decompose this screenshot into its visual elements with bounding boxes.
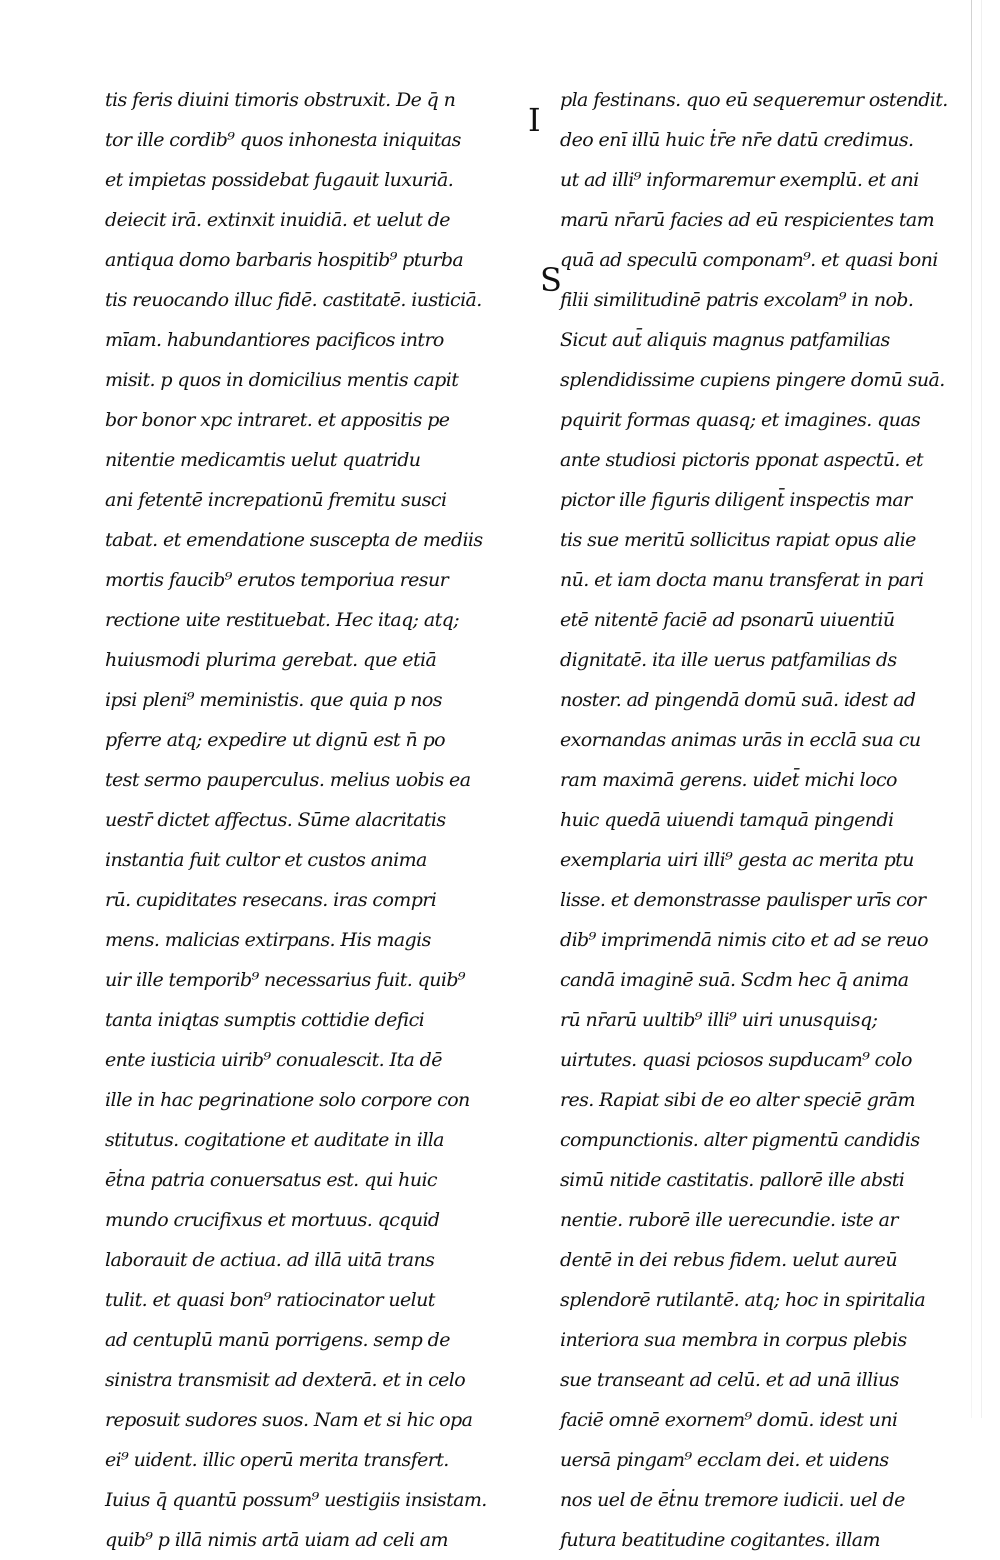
text-line: ei⁹ uident. illic operū merita transfert. xyxy=(105,1449,449,1471)
text-line: pquirit formas quasq; et imagines. quas xyxy=(560,409,921,431)
text-line: test sermo pauperculus. melius uobis ea xyxy=(105,769,471,791)
text-line: huic quedā uiuendi tamquā pingendi xyxy=(560,809,894,831)
text-line: compunctionis. alter pigmentū candidis xyxy=(560,1129,920,1151)
text-line: misit. p quos in domicilius mentis capit xyxy=(105,369,459,391)
text-line: stitutus. cogitatione et auditate in illa xyxy=(105,1129,444,1151)
text-line: simū nitide castitatis. pallorē ille absti xyxy=(560,1169,905,1191)
text-line: sinistra transmisit ad dexterā. et in celo xyxy=(105,1369,466,1391)
text-line: uir ille temporib⁹ necessarius fuit. quib⁹ xyxy=(105,969,465,991)
left-text-column xyxy=(105,80,525,1560)
text-line: et impietas possidebat fugauit luxuriā. xyxy=(105,169,454,191)
text-line: nū. et iam docta manu transferat in pari xyxy=(560,569,924,591)
text-line: ram maximā gerens. uidet̄ michi loco xyxy=(560,769,897,791)
text-line: tis reuocando illuc fidē. castitatē. iusticiā. xyxy=(105,289,482,311)
text-line: deo enī illū huic ṫr̄e nr̄e datū credimus. xyxy=(560,129,914,151)
text-line: ut ad illi⁹ informaremur exemplū. et ani xyxy=(560,169,919,191)
text-line: mundo crucifixus et mortuus. qcquid xyxy=(105,1209,440,1231)
text-line: tis feris diuini timoris obstruxit. De q̄ n xyxy=(105,89,456,111)
text-line: ēṫna patria conuersatus est. qui huic xyxy=(105,1169,437,1191)
text-line: uersā pingam⁹ ecclam dei. et uidens xyxy=(560,1449,889,1471)
text-line: res. Rapiat sibi de eo alter speciē grām xyxy=(560,1089,915,1111)
text-line: deiecit irā. extinxit inuidiā. et uelut de xyxy=(105,209,450,231)
text-line: candā imaginē suā. Scdm hec q̄ anima xyxy=(560,969,909,991)
text-line: dentē in dei rebus fidem. uelut aureū xyxy=(560,1249,897,1271)
text-line: faciē omnē exornem⁹ domū. idest uni xyxy=(560,1409,898,1431)
text-line: noster. ad pingendā domū suā. idest ad xyxy=(560,689,916,711)
text-line: reposuit sudores suos. Nam et si hic opa xyxy=(105,1409,473,1431)
text-line: splendorē rutilantē. atq; hoc in spiritalia xyxy=(560,1289,926,1311)
text-line: tulit. et quasi bon⁹ ratiocinator uelut xyxy=(105,1289,435,1311)
text-line: interiora sua membra in corpus plebis xyxy=(560,1329,907,1351)
text-line: futura beatitudine cogitantes. illam xyxy=(560,1529,880,1551)
text-line: rū nr̄arū uultib⁹ illi⁹ uiri unusquisq; xyxy=(560,1009,878,1031)
text-line: rectione uite restituebat. Hec itaq; atq; xyxy=(105,609,460,631)
text-line: Sicut aut̄ aliquis magnus patfamilias xyxy=(560,329,890,351)
text-line: dib⁹ imprimendā nimis cito et ad se reuo xyxy=(560,929,929,951)
text-line: lisse. et demonstrasse paulisper urīs cor xyxy=(560,889,926,911)
text-line: pferre atq; expedire ut dignū est n̄ po xyxy=(105,729,446,751)
text-line: sue transeant ad celū. et ad unā illius xyxy=(560,1369,899,1391)
text-line: etē nitentē faciē ad psonarū uiuentiū xyxy=(560,609,895,631)
text-line: uestr̄ dictet affectus. Sūme alacritatis xyxy=(105,809,446,831)
text-line: quā ad speculū componam⁹. et quasi boni xyxy=(560,249,938,271)
text-line: tis sue meritū sollicitus rapiat opus alie xyxy=(560,529,916,551)
text-line: mortis faucib⁹ erutos temporiua resur xyxy=(105,569,449,591)
text-line: tabat. et emendatione suscepta de mediis xyxy=(105,529,483,551)
text-line: mīam. habundantiores pacificos intro xyxy=(105,329,444,351)
text-line: marū nr̄arū facies ad eū respicientes tam xyxy=(560,209,935,231)
marginal-initial-s: S xyxy=(540,261,562,299)
text-line: dignitatē. ita ille uerus patfamilias ds xyxy=(560,649,897,671)
text-line: nentie. ruborē ille uerecundie. iste ar xyxy=(560,1209,898,1231)
text-line: ad centuplū manū porrigens. semp de xyxy=(105,1329,450,1351)
text-line: nos uel de ēṫnu tremore iudicii. uel de xyxy=(560,1489,905,1511)
marginal-initial-i: I xyxy=(528,101,541,139)
page-edge-line xyxy=(971,0,972,1418)
text-line: tanta iniqtas sumptis cottidie defici xyxy=(105,1009,425,1031)
text-line: mens. malicias extirpans. His magis xyxy=(105,929,431,951)
text-line: exemplaria uiri illi⁹ gesta ac merita ptu xyxy=(560,849,914,871)
text-line: antiqua domo barbaris hospitib⁹ pturba xyxy=(105,249,464,271)
text-line: ille in hac pegrinatione solo corpore con xyxy=(105,1089,470,1111)
text-line: exornandas animas urās in ecclā sua cu xyxy=(560,729,921,751)
text-line: filii similitudinē patris excolam⁹ in nob. xyxy=(560,289,914,311)
text-line: splendidissime cupiens pingere domū suā. xyxy=(560,369,945,391)
text-line: ante studiosi pictoris pponat aspectū. et xyxy=(560,449,923,471)
text-line: bor bonor xpc intraret. et appositis pe xyxy=(105,409,450,431)
text-line: pla festinans. quo eū sequeremur ostendit. xyxy=(560,89,948,111)
text-line: instantia fuit cultor et custos anima xyxy=(105,849,427,871)
text-line: ipsi pleni⁹ meministis. que quia p nos xyxy=(105,689,442,711)
right-text-column xyxy=(560,80,970,1560)
text-line: uirtutes. quasi pciosos supducam⁹ colo xyxy=(560,1049,912,1071)
text-line: ani fetentē increpationū fremitu susci xyxy=(105,489,447,511)
text-line: pictor ille figuris diligent̄ inspectis mar xyxy=(560,489,912,511)
page-edge-shadow xyxy=(981,0,982,1418)
text-line: laborauit de actiua. ad illā uitā trans xyxy=(105,1249,435,1271)
text-line: rū. cupiditates resecans. iras compri xyxy=(105,889,437,911)
text-line: ente iusticia uirib⁹ conualescit. Ita dē xyxy=(105,1049,442,1071)
text-line: Iuius q̄ quantū possum⁹ uestigiis insistam. xyxy=(105,1489,487,1511)
text-line: quib⁹ p illā nimis artā uiam ad celi am xyxy=(105,1529,448,1551)
text-line: huiusmodi plurima gerebat. que etiā xyxy=(105,649,437,671)
text-line: tor ille cordib⁹ quos inhonesta iniquitas xyxy=(105,129,461,151)
text-line: nitentie medicamtis uelut quatridu xyxy=(105,449,421,471)
